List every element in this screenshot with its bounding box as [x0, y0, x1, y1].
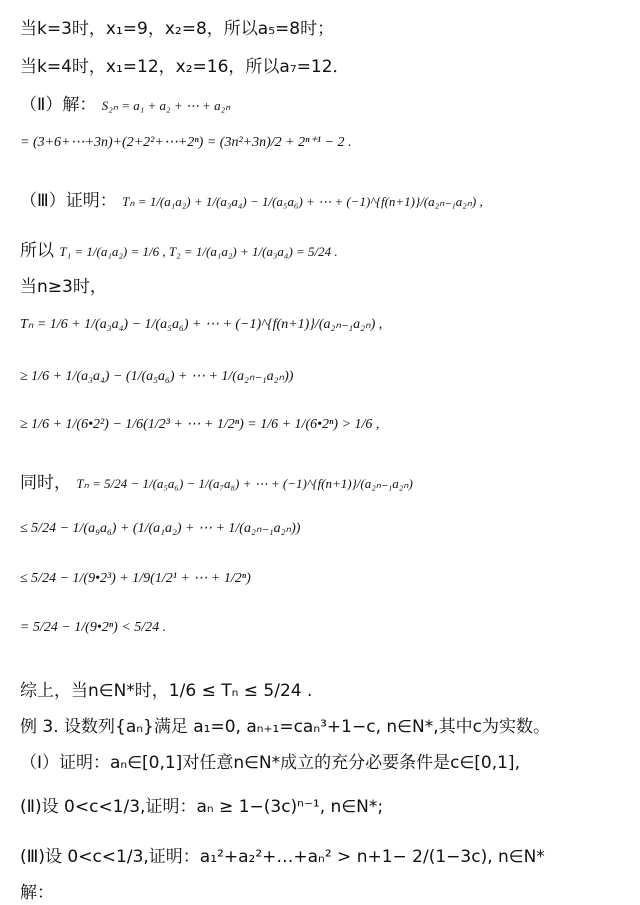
line-6 — [20, 236, 338, 261]
t1-t2-values: T₁ = 1/(a₁a₂) = 1/6 , T₂ = 1/(a₁a₂) + 1/(a₃a₄) = 5/24 . — [59, 244, 338, 259]
example-3-statement: 例 3. 设数列{aₙ}满足 a₁=0, aₙ₊₁=caₙ³+1−c, n∈N*,其中c为实数。 — [20, 717, 550, 737]
line-12: ≤ 5/24 − 1/(a₉a₆) + (1/(a₁a₂) + ⋯ + 1/(a₂ₙ₋₁a₂ₙ)) — [20, 521, 301, 536]
line-7: 当n≥3时， — [20, 277, 107, 297]
line-4: = (3+6+⋯+3n)+(2+2²+⋯+2ⁿ) = (3n²+3n)/2 + 2ⁿ⁺¹ − 2 . — [20, 135, 352, 150]
line-3 — [20, 90, 230, 115]
example-3-part-3: (Ⅲ)设 0<c<1/3,证明：a₁²+a₂²+…+aₙ² > n+1− 2/(1−3c), n∈N* — [20, 847, 545, 867]
line-2: 当k=4时，x₁=12，x₂=16，所以a₇=12． — [20, 57, 350, 77]
sum-formula: S₂ₙ = a₁ + a₂ + ⋯ + a₂ₙ — [101, 98, 231, 113]
line-13: ≤ 5/24 − 1/(9•2³) + 1/9(1/2¹ + ⋯ + 1/2ⁿ) — [20, 571, 251, 586]
part-label: （Ⅱ）解： — [20, 95, 97, 115]
example-3-part-1: （Ⅰ）证明：aₙ∈[0,1]对任意n∈N*成立的充分必要条件是c∈[0,1], — [20, 753, 520, 773]
line-11 — [20, 468, 413, 493]
line-9: ≥ 1/6 + 1/(a₃a₄) − (1/(a₅a₆) + ⋯ + 1/(a₂ₙ₋₁a₂ₙ)) — [20, 369, 294, 384]
line-1: 当k=3时，x₁=9，x₂=8，所以a₅=8时； — [20, 19, 335, 39]
solution-label: 解： — [20, 883, 54, 903]
example-3-part-2: (Ⅱ)设 0<c<1/3,证明：aₙ ≥ 1−(3c)ⁿ⁻¹, n∈N*; — [20, 797, 384, 817]
tn-definition: Tₙ = 1/(a₁a₂) + 1/(a₃a₄) − 1/(a₅a₆) + ⋯ + (−1)^{f(n+1)}/(a₂ₙ₋₁a₂ₙ) , — [122, 194, 483, 209]
line-8: Tₙ = 1/6 + 1/(a₃a₄) − 1/(a₅a₆) + ⋯ + (−1)^{f(n+1)}/(a₂ₙ₋₁a₂ₙ) , — [20, 317, 383, 332]
so-label: 所以 — [20, 241, 54, 261]
line-14: = 5/24 − 1/(9•2ⁿ) < 5/24 . — [20, 620, 167, 635]
part-label: （Ⅲ）证明： — [20, 191, 117, 211]
line-15: 综上，当n∈N*时，1/6 ≤ Tₙ ≤ 5/24 . — [20, 681, 313, 701]
line-5 — [20, 186, 483, 211]
tn-upper-expression: Tₙ = 5/24 − 1/(a₅a₆) − 1/(a₇a₈) + ⋯ + (−1)^{f(n+1)}/(a₂ₙ₋₁a₂ₙ) — [76, 476, 413, 491]
line-10: ≥ 1/6 + 1/(6•2²) − 1/6(1/2³ + ⋯ + 1/2ⁿ) = 1/6 + 1/(6•2ⁿ) > 1/6 , — [20, 417, 380, 432]
meanwhile-label: 同时， — [20, 473, 71, 493]
